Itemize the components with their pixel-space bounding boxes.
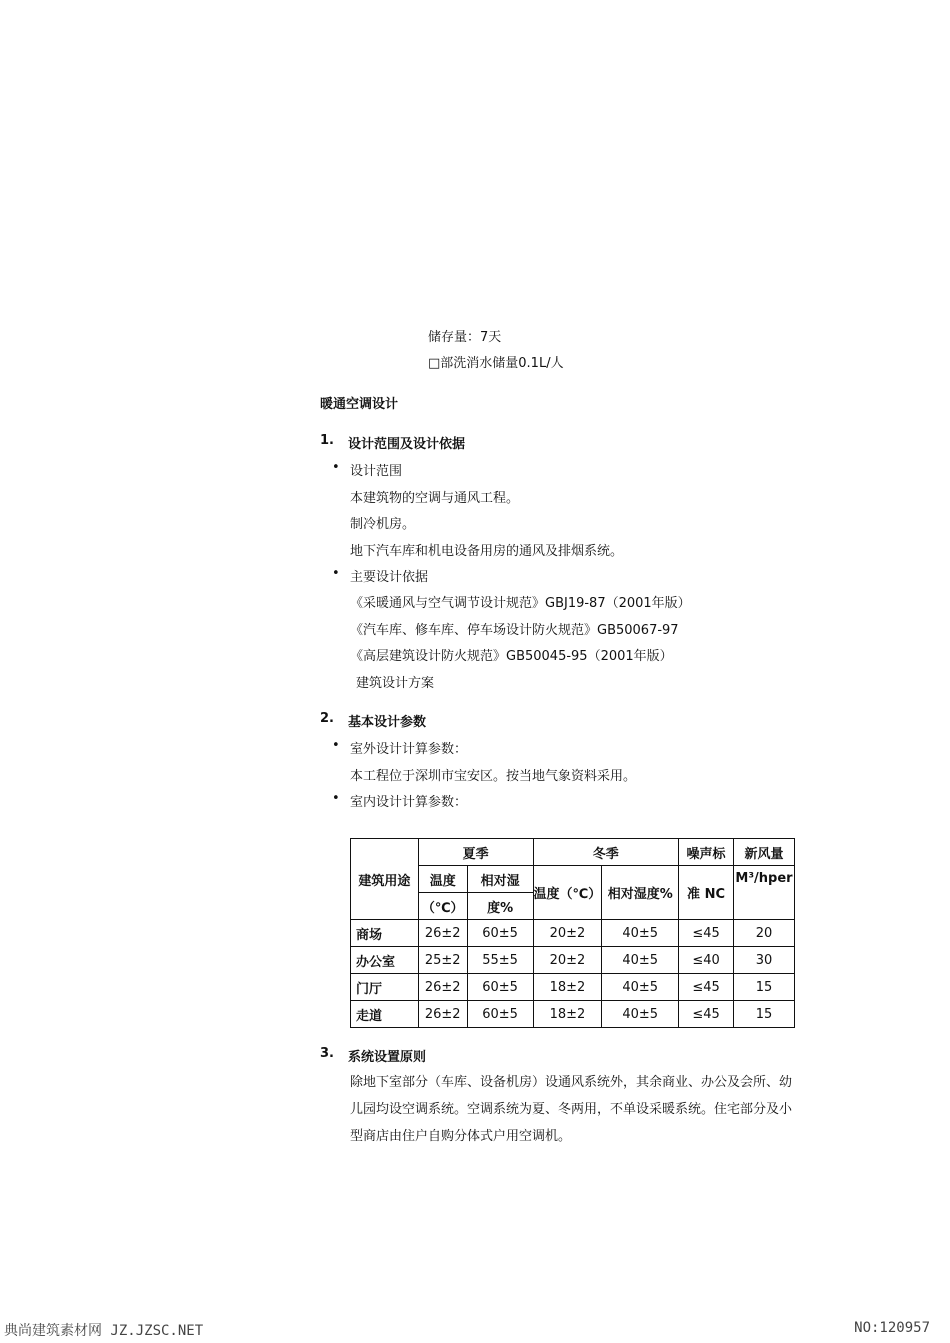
table-cell: 40±5 [602, 1001, 679, 1028]
s3-number: 3. [320, 1046, 334, 1061]
table-cell: 20±2 [533, 920, 602, 947]
table-cell: 18±2 [533, 974, 602, 1001]
section-title: 暖通空调设计 [320, 397, 399, 412]
washing-water-line: □部洗消水储量0.1L/人 [428, 356, 564, 371]
table-cell: ≤45 [679, 974, 734, 1001]
table-cell: 办公室 [351, 947, 419, 974]
table-cell: 60±5 [467, 974, 533, 1001]
header-summer-humidity: 相对湿 [467, 866, 533, 893]
header-noise: 噪声标 [679, 839, 734, 866]
header-fresh-air: 新风量 [733, 839, 794, 866]
header-building-use: 建筑用途 [351, 839, 419, 920]
bullet-icon: • [332, 791, 340, 806]
storage-line: 储存量：7天 [428, 330, 502, 345]
s1-basis-item: 《汽车库、修车库、停车场设计防火规范》GB50067-97 [350, 623, 679, 638]
bullet-icon: • [332, 460, 340, 475]
table-row [351, 947, 795, 974]
s2-title: 基本设计参数 [348, 715, 427, 730]
indoor-parameter-table [350, 838, 795, 1028]
table-cell: 25±2 [418, 947, 467, 974]
s2-outdoor-label: 室外设计计算参数： [350, 742, 468, 757]
s1-basis-label: 主要设计依据 [350, 570, 429, 585]
s1-basis-item: 《采暖通风与空气调节设计规范》GBJ19-87（2001年版） [350, 596, 691, 611]
table-cell: 26±2 [418, 1001, 467, 1028]
footer-number: NO:120957 [854, 1320, 930, 1336]
s2-indoor-label: 室内设计计算参数： [350, 795, 468, 810]
footer-source: 典尚建筑素材网 JZ.JZSC.NET [4, 1323, 204, 1339]
s1-scope-item: 制冷机房。 [350, 517, 416, 532]
table-cell: 走道 [351, 1001, 419, 1028]
s1-basis-item: 建筑设计方案 [356, 676, 435, 691]
table-cell: 55±5 [467, 947, 533, 974]
bullet-icon: • [332, 566, 340, 581]
table-row [351, 1001, 795, 1028]
s1-title: 设计范围及设计依据 [348, 437, 466, 452]
s1-scope-item: 地下汽车库和机电设备用房的通风及排烟系统。 [350, 544, 624, 559]
table-cell: 40±5 [602, 947, 679, 974]
s3-title: 系统设置原则 [348, 1050, 427, 1065]
header-winter-humidity: 相对湿度% [602, 866, 679, 920]
table-cell: 18±2 [533, 1001, 602, 1028]
table-cell: ≤45 [679, 1001, 734, 1028]
table-row [351, 920, 795, 947]
table-cell: 15 [733, 1001, 794, 1028]
s1-basis-item: 《高层建筑设计防火规范》GB50045-95（2001年版） [350, 649, 673, 664]
table-cell: ≤40 [679, 947, 734, 974]
table-cell: 20 [733, 920, 794, 947]
table-cell: ≤45 [679, 920, 734, 947]
table-cell: 60±5 [467, 920, 533, 947]
table-cell: 26±2 [418, 920, 467, 947]
table-cell: 商场 [351, 920, 419, 947]
s3-paragraph: 除地下室部分（车库、设备机房）设通风系统外，其余商业、办公及会所、幼儿园均设空调系统。空调系统为夏、冬两用，不单设采暖系统。住宅部分及小型商店由住户自购分体式户用空调机。 [350, 1075, 793, 1144]
table-cell: 26±2 [418, 974, 467, 1001]
s2-number: 2. [320, 711, 334, 726]
table-cell: 20±2 [533, 947, 602, 974]
table-cell: 60±5 [467, 1001, 533, 1028]
header-summer-temp-unit: （℃） [418, 893, 467, 920]
s1-scope-label: 设计范围 [350, 464, 403, 479]
table-cell: 门厅 [351, 974, 419, 1001]
header-summer-temp: 温度 [418, 866, 467, 893]
header-winter-temp: 温度（℃） [533, 866, 602, 920]
header-summer-humidity-unit: 度% [467, 893, 533, 920]
s2-outdoor-text: 本工程位于深圳市宝安区。按当地气象资料采用。 [350, 769, 637, 784]
s1-number: 1. [320, 433, 334, 448]
bullet-icon: • [332, 738, 340, 753]
s1-scope-item: 本建筑物的空调与通风工程。 [350, 491, 520, 506]
table-cell: 40±5 [602, 974, 679, 1001]
header-noise-nc: 准 NC [679, 866, 734, 920]
table-cell: 30 [733, 947, 794, 974]
header-summer: 夏季 [418, 839, 533, 866]
header-fresh-air-unit: M³/hper [733, 866, 794, 920]
table-cell: 40±5 [602, 920, 679, 947]
header-winter: 冬季 [533, 839, 679, 866]
table-cell: 15 [733, 974, 794, 1001]
table-row [351, 974, 795, 1001]
